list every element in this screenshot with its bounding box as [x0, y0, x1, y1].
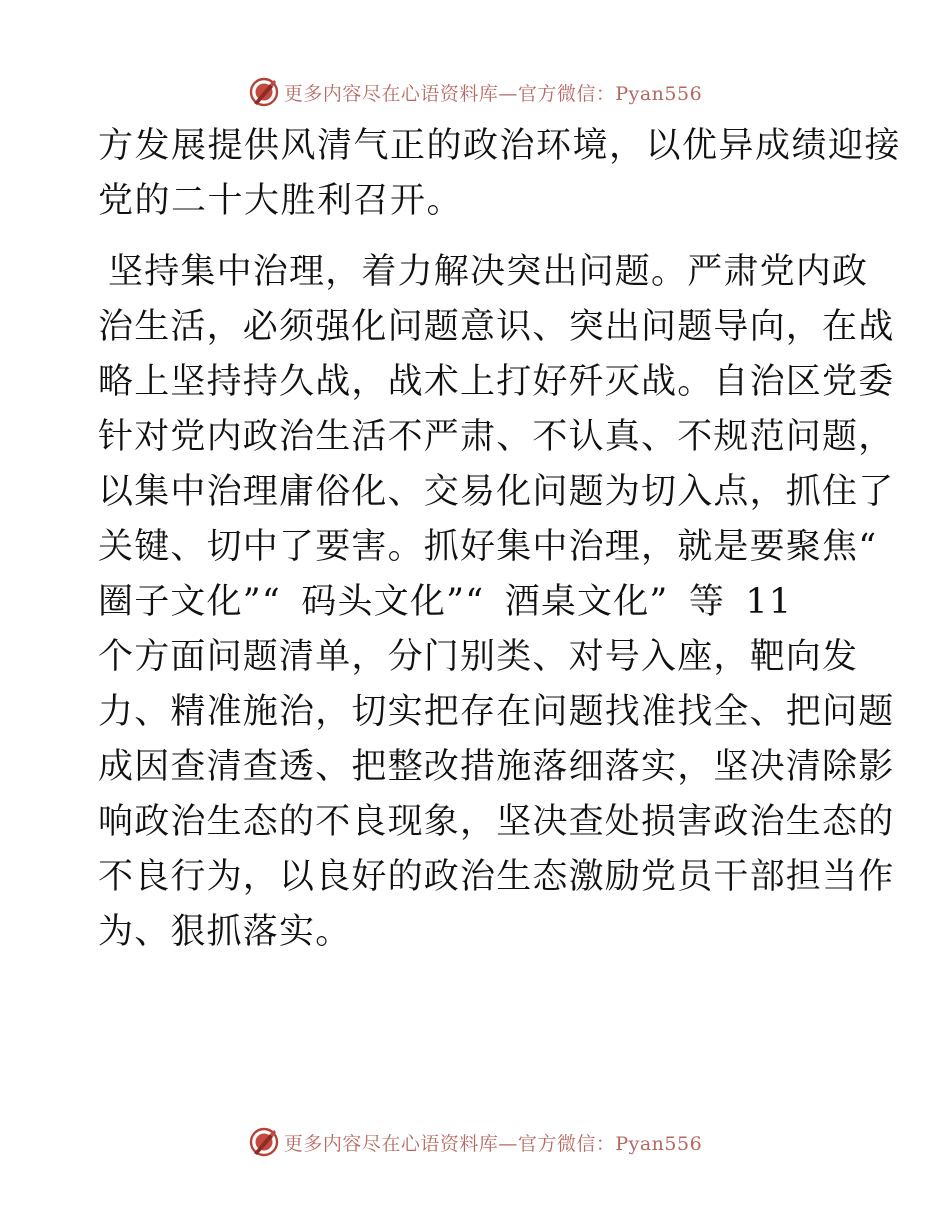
text-line: 为、狠抓落实。 [98, 912, 352, 952]
text-line: 个方面问题清单，分门别类、对号入座，靶向发 [98, 637, 859, 677]
text-line: 针对党内政治生活不严肃、不认真、不规范问题， [98, 417, 895, 457]
main-paragraph [98, 245, 895, 960]
pen-circle-icon [248, 1126, 280, 1158]
text-line: 圈子文化”“ 码头文化”“ 酒桌文化” 等 11 [98, 582, 793, 622]
text-line: 治生活，必须强化问题意识、突出问题导向，在战 [98, 307, 895, 347]
pen-circle-icon [248, 76, 280, 108]
text-line: 党的二十大胜利召开。 [98, 181, 464, 221]
document-body [98, 119, 902, 960]
footer-banner [0, 1122, 950, 1162]
banner-text: 更多内容尽在心语资料库—官方微信：Pyan556 [283, 82, 703, 105]
text-line: 力、精准施治，切实把存在问题找准找全、把问题 [98, 692, 895, 732]
text-line: 不良行为，以良好的政治生态激励党员干部担当作 [98, 857, 895, 897]
continuation-paragraph [98, 119, 902, 229]
text-line: 关键、切中了要害。抓好集中治理，就是要聚焦“ [98, 527, 878, 567]
banner-text: 更多内容尽在心语资料库—官方微信：Pyan556 [283, 1132, 703, 1155]
text-line: 略上坚持持久战，战术上打好歼灭战。自治区党委 [98, 362, 895, 402]
header-banner [0, 72, 950, 112]
text-line: 坚持集中治理，着力解决突出问题。严肃党内政 [108, 252, 869, 292]
text-line: 响政治生态的不良现象，坚决查处损害政治生态的 [98, 802, 895, 842]
text-line: 方发展提供风清气正的政治环境，以优异成绩迎接 [98, 126, 902, 166]
text-line: 成因查清查透、把整改措施落细落实，坚决清除影 [98, 747, 895, 787]
text-line: 以集中治理庸俗化、交易化问题为切入点，抓住了 [98, 472, 895, 512]
